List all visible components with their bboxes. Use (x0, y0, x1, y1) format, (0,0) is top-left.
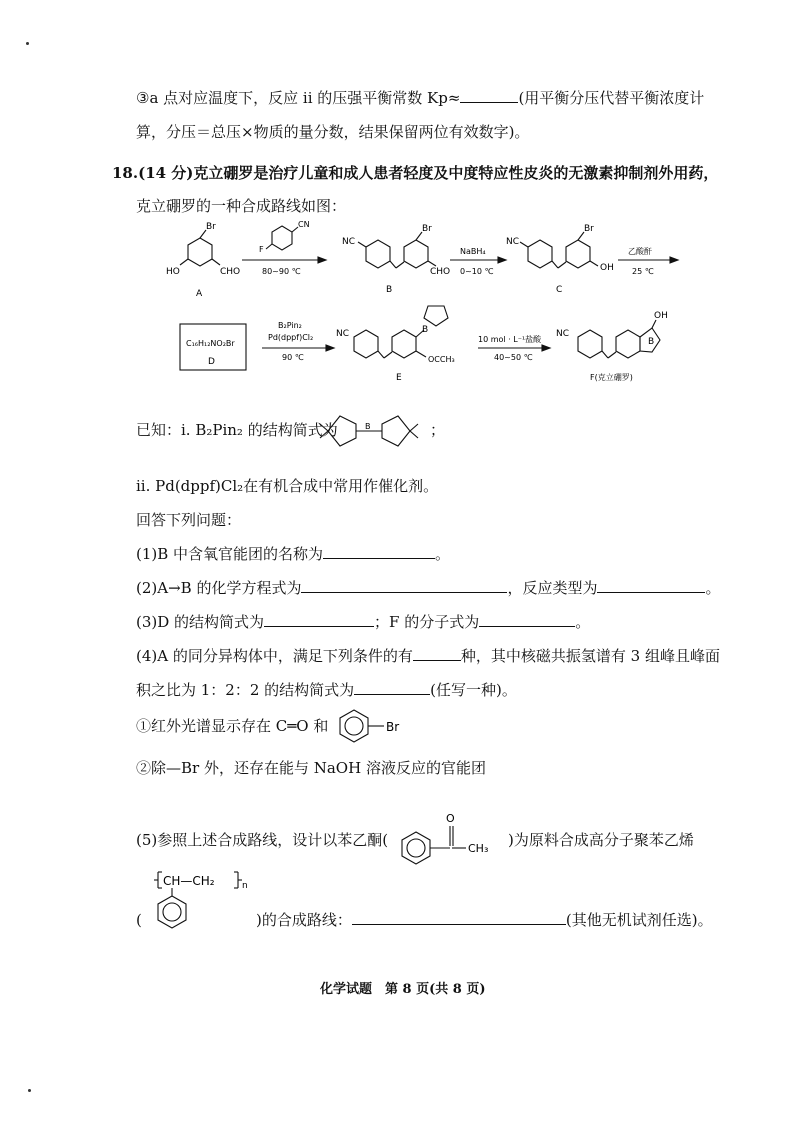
E-NC-label: NC (336, 329, 350, 339)
C-OH-label: OH (600, 263, 614, 273)
molecule-C-ring2 (566, 240, 590, 268)
F-OH-label: OH (654, 311, 668, 321)
E-B-label: B (422, 325, 429, 335)
step2-reagent: NaBH₄ (460, 247, 486, 256)
question-4-line1: (4)A 的同分异构体中，满足下列条件的有 种，其中核磁共振氢谱有 3 组峰且峰面 (136, 647, 720, 665)
step3-reagent: 乙酸酐 (628, 247, 652, 256)
D-formula: C₁₆H₁₂NO₂Br (186, 339, 235, 348)
question-5-paren: ( (136, 911, 142, 929)
molecule-F-ring1 (578, 330, 602, 358)
synthesis-scheme (0, 218, 800, 388)
step4-reagent1: B₂Pin₂ (278, 321, 302, 330)
known-ii: ii. Pd(dppf)Cl₂在有机合成中常用作催化剂。 (136, 477, 439, 495)
reagent-CN-label: CN (298, 220, 310, 229)
B-NC-label: NC (342, 237, 356, 247)
E-OCCH3-label: OCCH₃ (428, 355, 455, 364)
acetophenone-CH3-label: CH₃ (468, 842, 489, 855)
label-A: A (196, 289, 203, 299)
question-2: (2)A→B 的化学方程式为 ，反应类型为 。 (136, 579, 721, 597)
q17-part3-line1: ③a 点对应温度下，反应 ii 的压强平衡常数 Kp≈ (用平衡分压代替平衡浓度计 (136, 89, 705, 107)
label-F: F(克立硼罗) (590, 373, 633, 382)
molecule-B-ring1 (366, 240, 390, 268)
question-4-line2: 积之比为 1：2：2 的结构简式为 (任写一种)。 (136, 681, 517, 699)
scan-speck (26, 42, 29, 45)
pinacol-ring (424, 306, 448, 326)
A-HO-label: HO (166, 267, 180, 277)
molecule-E-ring1 (354, 330, 378, 358)
A-CHO-label: CHO (220, 267, 241, 277)
A-Br-label: Br (206, 222, 216, 232)
step3-condition: 25 ℃ (632, 267, 654, 276)
step5-condition: 40~50 ℃ (494, 353, 533, 362)
polymer-formula: CH—CH₂ (163, 874, 215, 888)
molecule-C-ring1 (528, 240, 552, 268)
answer-blank-q3-d[interactable] (264, 612, 374, 627)
step4-condition: 90 ℃ (282, 353, 304, 362)
acetophenone-O-label: O (446, 812, 455, 825)
label-B: B (386, 285, 393, 295)
answer-prompt: 回答下列问题： (136, 511, 242, 529)
answer-blank-q3-f[interactable] (479, 612, 575, 627)
answer-blank-q4-count[interactable] (413, 646, 461, 661)
F-NC-label: NC (556, 329, 570, 339)
question-1: (1)B 中含氧官能团的名称为 。 (136, 545, 451, 563)
known-i: 已知：i. B₂Pin₂ 的结构简式为 (136, 421, 338, 439)
label-C: C (556, 285, 563, 295)
C-Br-label: Br (584, 224, 594, 234)
polystyrene-structure (150, 866, 270, 936)
bromobenzene-structure (336, 706, 410, 746)
q18-header: 18.(14 分)克立硼罗是治疗儿童和成人患者轻度及中度特应性皮炎的无激素抑制剂外用药， (112, 164, 719, 182)
F-B-label: B (648, 337, 655, 347)
label-E: E (396, 373, 402, 383)
question-3: (3)D 的结构简式为 ；F 的分子式为 。 (136, 613, 591, 631)
reagent-ring (272, 226, 292, 250)
known-i-end: ； (430, 421, 446, 439)
molecule-E-ring2 (392, 330, 416, 358)
b2pin2-B-label: B (365, 422, 371, 431)
step1-condition: 80~90 ℃ (262, 267, 301, 276)
step2-condition: 0~10 ℃ (460, 267, 494, 276)
C-NC-label: NC (506, 237, 520, 247)
q17-part3-line2: 算，分压＝总压×物质的量分数，结果保留两位有效数字)。 (136, 123, 530, 141)
answer-blank-q4-structure[interactable] (354, 680, 430, 695)
question-5-line1a: (5)参照上述合成路线，设计以苯乙酮( (136, 831, 389, 849)
answer-blank-q1[interactable] (323, 544, 435, 559)
molecule-A-ring (188, 238, 212, 266)
polymer-n: n (242, 881, 248, 891)
answer-blank-q2-type[interactable] (597, 578, 705, 593)
condition-1: ①红外光谱显示存在 C═O 和 (136, 717, 329, 735)
reagent-F-label: F (259, 245, 264, 254)
B-Br-label: Br (422, 224, 432, 234)
b2pin2-structure (312, 404, 432, 454)
acetophenone-structure (398, 810, 510, 866)
answer-blank-kp[interactable] (460, 88, 518, 103)
step5-reagent: 10 mol · L⁻¹盐酸 (478, 335, 542, 344)
answer-blank-q2-equation[interactable] (301, 578, 507, 593)
page-footer: 化学试题 第 8 页(共 8 页) (320, 982, 486, 997)
label-D: D (208, 357, 215, 367)
step4-reagent2: Pd(dppf)Cl₂ (268, 333, 314, 342)
question-5-line1b: )为原料合成高分子聚苯乙烯 (508, 831, 694, 849)
question-5-line2: )的合成路线： (其他无机试剂任选)。 (256, 911, 713, 929)
molecule-F-ring2 (616, 330, 640, 358)
answer-blank-q5-route[interactable] (352, 910, 566, 925)
q18-intro: 克立硼罗的一种合成路线如图： (136, 197, 347, 215)
scan-speck (28, 1089, 31, 1092)
bromobenzene-Br-label: Br (386, 720, 400, 734)
condition-2: ②除—Br 外，还存在能与 NaOH 溶液反应的官能团 (136, 759, 486, 777)
B-CHO-label: CHO (430, 267, 451, 277)
molecule-B-ring2 (404, 240, 428, 268)
